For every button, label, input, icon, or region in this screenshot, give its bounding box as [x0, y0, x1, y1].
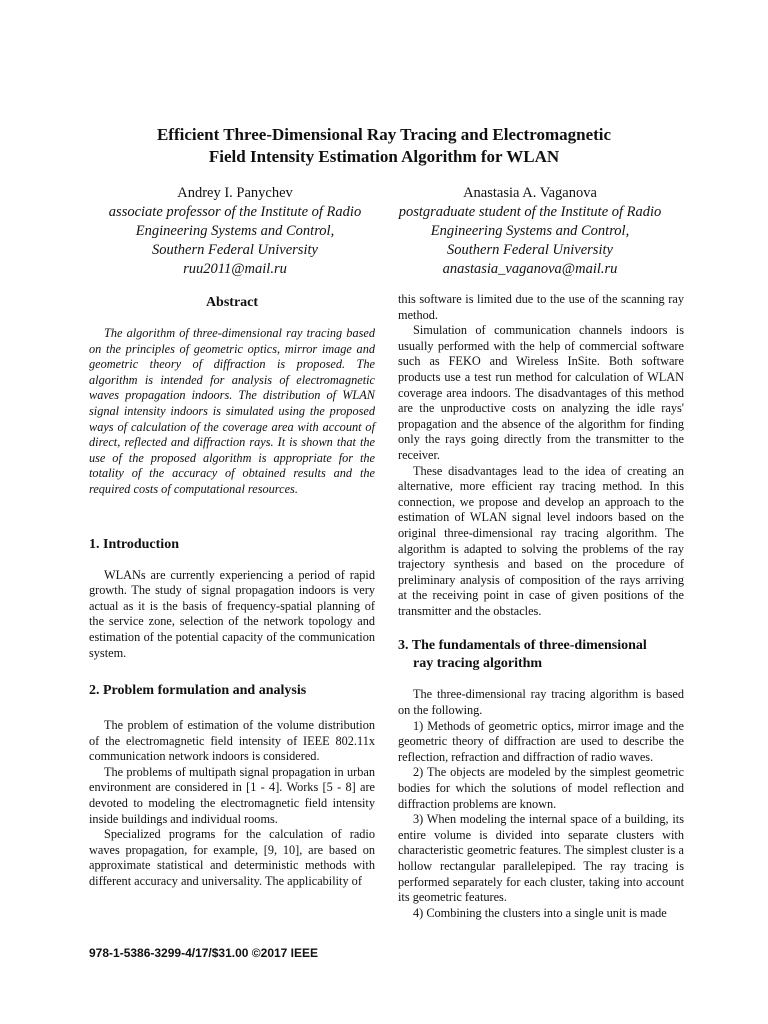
- paragraph: These disadvantages lead to the idea of creating an alternative, more efficient ray tracing method. In this connection, we propose and develop an approach to the estimation of WLAN signal level indoors based on the original three-dimensional ray tracing algorithm. The algorithm is adapted to solving the problems of the ray trajectory synthesis and based on the procedure of preliminary analysis of composition of the rays arriving at the receiving point in case of given positions of the transmitter and the obstacles.: [398, 463, 684, 618]
- abstract-heading: Abstract: [205, 295, 259, 310]
- author-name: Anastasia A. Vaganova: [463, 185, 597, 201]
- paragraph: The problems of multipath signal propagation in urban environment are considered in [1 - 4]. Works [5 - 8] are devoted to modeling the electromagnetic field intensity inside buildings and individual rooms.: [89, 764, 375, 826]
- title-line-2: Field Intensity Estimation Algorithm for WLAN: [208, 147, 560, 166]
- paragraph: WLANs are currently experiencing a period of rapid growth. The study of signal propagation indoors is very actual as it is the basis of frequency-spatial planning of the service zone, selection of the network topology and estimation of the potential capacity of the communication system.: [89, 567, 375, 660]
- paragraph: 2) The objects are modeled by the simplest geometric bodies for which the solutions of model reflection and diffraction problems are known.: [398, 765, 684, 811]
- paragraph: 4) Combining the clusters into a single unit is made: [413, 905, 667, 920]
- paragraph: Specialized programs for the calculation of radio waves propagation, for example, [9, 10], are based on approximate statistical and deterministic methods with different accuracy and universality. The applicability of: [89, 827, 375, 889]
- section-heading-fundamentals-cont: ray tracing algorithm: [413, 656, 543, 672]
- author-block-2: [365, 184, 695, 279]
- title-line-1: Efficient Three-Dimensional Ray Tracing and Electromagnetic: [156, 125, 612, 144]
- author-affiliation: associate professor of the Institute of Radio: [108, 204, 362, 220]
- paragraph: The three-dimensional ray tracing algorithm is based on the following.: [398, 687, 684, 718]
- paragraph: Simulation of communication channels indoors is usually performed with the help of commercial software such as FEKO and Wireless InSite. Both software products use a test run method for calculation of WLAN coverage area indoors. The disadvantages of this method are the unproductive costs on analyzing the idle rays' propagation and the absence of the algorithm for finding only the rays going directly from the transmitter to the receiver.: [398, 323, 684, 462]
- paragraph: The problem of estimation of the volume distribution of the electromagnetic field intensity of IEEE 802.11x communication network indoors is considered.: [89, 718, 375, 764]
- author-affiliation: Southern Federal University: [447, 242, 613, 258]
- paragraph: 1) Methods of geometric optics, mirror image and the geometric theory of diffraction are used to describe the reflection, refraction and diffraction of radio waves.: [398, 718, 684, 764]
- author-email: ruu2011@mail.ru: [183, 261, 287, 277]
- abstract: [89, 326, 375, 498]
- author-name: Andrey I. Panychev: [177, 185, 293, 201]
- author-block-1: [70, 184, 400, 279]
- author-affiliation: Engineering Systems and Control,: [135, 223, 335, 239]
- copyright-footer: 978-1-5386-3299-4/17/$31.00 ©2017 IEEE: [89, 946, 319, 960]
- right-column: [398, 292, 684, 921]
- section-heading-fundamentals: 3. The fundamentals of three-dimensional: [398, 638, 647, 654]
- paragraph: 3) When modeling the internal space of a building, its entire volume is divided into separate clusters with characteristic geometric features. The simplest cluster is a hollow rectangular parallelepiped. The ray tracing is performed separately for each cluster, taking into account its geometric features.: [398, 812, 684, 905]
- author-affiliation: postgraduate student of the Institute of Radio: [398, 204, 662, 220]
- abstract-text: The algorithm of three-dimensional ray tracing based on the principles of geometric optics, mirror image and geometric theory of diffraction is proposed. The algorithm is intended for analysis of electromagnetic waves propagation indoors. The distribution of WLAN signal intensity indoors is simulated using the proposed ways of calculation of the coverage area with account of direct, reflected and diffraction rays. It is shown that the use of the proposed algorithm is appropriate for the totality of the accuracy of obtained results and the required costs of computational resources.: [89, 326, 375, 496]
- paragraph: this software is limited due to the use of the scanning ray method.: [398, 292, 684, 322]
- left-column: [89, 292, 375, 890]
- section-heading-problem: 2. Problem formulation and analysis: [89, 683, 307, 699]
- section-heading-introduction: 1. Introduction: [89, 536, 179, 552]
- paper-title: [0, 124, 768, 168]
- author-email: anastasia_vaganova@mail.ru: [442, 261, 618, 277]
- author-affiliation: Southern Federal University: [152, 242, 318, 258]
- author-affiliation: Engineering Systems and Control,: [430, 223, 630, 239]
